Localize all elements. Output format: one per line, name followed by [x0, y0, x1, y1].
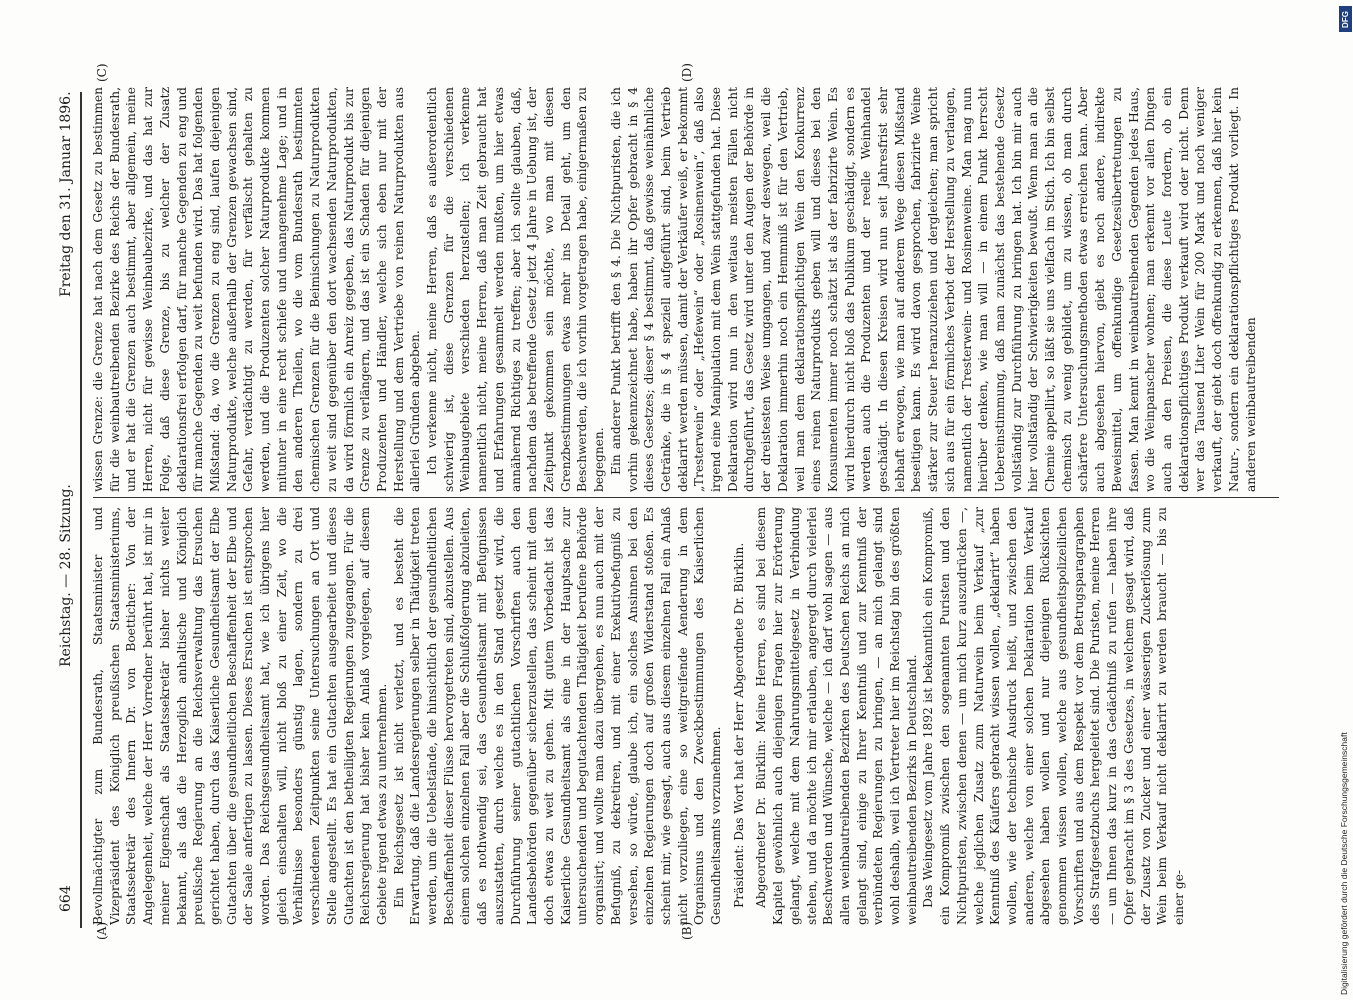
paragraph: Abgeordneter Dr. Bürklin: Meine Herren, es sind bei diesem Kapitel gewöhnlich auch diejenigen Fragen hier zur Erörterung gelangt, welche mit dem Nahrungsmittelgesetz in Verbindung stehen, und da möchte ich mir erlauben, angeregt durch vielerlei Beschwerden und Wünsche, welche — ich darf wohl sagen — aus allen weinbautreibenden Bezirken des Deutschen Reichs an mich gelangt sind, einige zu Ihrer Kenntniß und zur Kenntniß der verbündeten Regierungen zu bringen, — an mich gelangt sind wohl deshalb, weil ich Vertreter hier im Reichstag bin des größten weinbautreibenden Bezirks in Deutschland.	[754, 507, 919, 925]
dfg-logo	[1339, 6, 1352, 32]
header-rule	[80, 92, 82, 928]
paragraph: Ich verkenne nicht, meine Herren, daß es außerordentlich schwierig ist, diese Grenzen für die verschiedenen Weinbaugebiete verschieden herzustellen; ich verkenne namentlich nicht, meine Herren, daß man Zeit gebraucht hat und Erfahrungen gesammelt werden mußten, um hier etwas annähernd Richtiges zu treffen; aber ich sollte glauben, daß, nachdem das betreffende Gesetz jetzt 4 Jahre in Uebung ist, der Zeitpunkt gekommen sein möchte, wo man mit diesen Grenzbestimmungen etwas mehr ins Detail geht, um den Beschwerden, die ich vorhin vorgetragen habe, einigermaßen zu begegnen.	[425, 87, 607, 492]
paragraph: Das Weingesetz vom Jahre 1892 ist bekanntlich ein Kompromiß, ein Kompromiß zwischen den sogenannten Puristen und den Nichtpuristen, zwischen denen — um mich kurz auszudrücken —, welche jeglichen Zusatz zum Naturwein beim Verkauf „zur Kenntniß des Käufers gebracht wissen wollen, „deklarirt“ haben wollen, wie der technische Ausdruck heißt, und zwischen den anderen, welche von einer solchen Deklaration beim Verkauf abgesehen haben wollen und nur diejenigen Rücksichten genommen wissen wollen, welche aus gesundheitspolizeilichen Vorschriften und aus dem Respekt vor dem Betrugsparagraphen des Strafgesetzbuchs hergeleitet sind. Die Puristen, meine Herren — um Ihnen das kurz in das Gedächtniß zu rufen — haben ihre Opfer gebracht im § 3 des Gesetzes, in welchem gesagt wird, daß der Zusatz von Zucker und einer wässerigen Zuckerlösung zum Wein beim Verkauf nicht deklarirt zu werden braucht — bis zu einer ge-	[921, 507, 1186, 925]
paragraph: wissen Grenze: die Grenze hat nach dem Gesetz zu bestimmen für die weinbautreibenden Bezirke des Reichs der Bundesrath, und er hat die Grenzen auch bestimmt, aber allgemein, meine Herren, nicht für gewisse Weinbaubezirke, und das hat zur Folge, daß diese Grenze, bis zu welcher der Zusatz deklarationsfrei erfolgen darf, für manche Gegenden zu eng und für manche Gegenden zu weit befunden wird. Das hat folgenden Mißstand: da, wo die Grenzen zu eng sind, laufen diejenigen Naturprodukte, welche außerhalb der Grenzen gewachsen sind, Gefahr, verdächtigt zu werden, für verfälscht gehalten zu werden, und die Produzenten solcher Naturprodukte kommen mitunter in eine recht schiefe und unangenehme Lage; und in den anderen Theilen, wo die vom Bundesrath bestimmten chemischen Grenzen für die Beimischungen zu Naturprodukten zu weit sind gegenüber den dort wachsenden Naturprodukten, da wird förmlich ein Anreiz gegeben, das Naturprodukt bis zur Grenze zu verlängern, und das ist ein Schaden für diejenigen Produzenten und Händler, welche sich eben nur mit der Herstellung und dem Vertriebe von reinen Naturprodukten aus allerlei Gründen abgeben.	[91, 87, 423, 492]
page-number: 664	[58, 885, 74, 912]
margin-letter-c: (C)	[95, 63, 109, 82]
left-column	[90, 507, 1275, 925]
column-divider	[93, 497, 1279, 498]
digitization-note: Digitalisierung gefördert durch die Deutsche Forschungsgemeinschaft	[1339, 732, 1349, 995]
paragraph: Ein Reichsgesetz ist nicht verletzt, und es besteht die Erwartung, daß die Landesregierungen selber in Thätigkeit treten werden, um die Uebelstände, die hinsichtlich der gesundheitlichen Beschaffenheit dieser Flüsse hervorgetreten sind, abzustellen. Aus einem solchen einzelnen Fall aber die Schlußfolgerung abzuleiten, daß es nothwendig sei, das Gesundheitsamt mit Befugnissen auszustatten, durch welche es in den Stand gesetzt wird, die Durchführung seiner gutachtlichen Vorschriften auch den Landesbehörden gegenüber sicherzustellen, das scheint mit dem doch etwas zu weit zu gehen. Mit gutem Vorbedacht ist das Kaiserliche Gesundheitsamt als eine in der Hauptsache zur untersuchenden und begutachtenden Thätigkeit berufene Behörde organisirt; und wollte man dazu übergehen, es nun auch mit der Befugniß, zu dekretiren, und mit einer Exekutivbefugniß zu versehen, so würde, glaube ich, ein solches Ansinnen bei den einzelnen Regierungen doch auf großen Widerstand stoßen. Es scheint mir, wie gesagt, auch aus diesem einzelnen Fall ein Anlaß nicht vorzuliegen, eine so weitgreifende Aenderung in dem Organismus und den Zweckbestimmungen des Kaiserlichen Gesundheitsamts vorzunehmen.	[391, 507, 724, 925]
margin-letter-a: (A)	[95, 921, 109, 940]
dfg-logo-text: DFG	[1341, 10, 1351, 28]
paragraph: Bevollmächtigter zum Bundesrath, Staatsminister und Vizepräsident des Königlich preußischen Staatsministeriums, Staatssekretär des Innern Dr. von Boetticher: Von der Angelegenheit, welche der Herr Vorredner berührt hat, ist mir in meiner Eigenschaft als Staatssekretär bisher nichts weiter bekannt, als daß die Herzoglich anhaltische und Königlich preußische Regierung an die Reichsverwaltung das Ersuchen gerichtet haben, durch das Kaiserliche Gesundheitsamt der Elbe Gutachten über die gesundheitlichen Beschaffenheit der Elbe und der Saale anfertigen zu lassen. Dieses Ersuchen ist entsprochen worden. Das Reichsgesundheitsamt hat, wie ich übrigens hier gleich einschalten will, nicht bloß zu einer Zeit, wo die Verhältnisse besonders günstig lagen, sondern zu drei verschiedenen Zeitpunkten seine Untersuchungen an Ort und Stelle angestellt. Es hat ein Gutachten ausgearbeitet und dieses Gutachten ist den betheiligten Regierungen zugegangen. Für die Reichsregierung hat bisher kein Anlaß vorgelegen, auf diesem Gebiete irgend etwas zu unternehmen.	[91, 507, 389, 925]
right-column	[90, 87, 1275, 492]
running-header	[58, 72, 78, 912]
margin-letter-b: (B)	[680, 921, 694, 940]
paragraph: Ein anderer Punkt betrifft den § 4. Die Nichtpuristen, die ich vorhin gekennzeichnet habe, haben ihr Opfer gebracht in § 4 dieses Gesetzes; dieser § 4 bestimmt, daß gewisse weinähnliche Getränke, die in § 4 speziell aufgeführt sind, beim Vertrieb deklarirt werden müssen, damit der Verkäufer weiß, er bekommt „Tresterwein“ oder „Hefewein“ oder „Rosinenwein“, daß also irgend eine Manipulation mit dem Wein stattgefunden hat. Diese Deklaration wird nun in den weitaus meisten Fällen nicht durchgeführt, das Gesetz wird unter den Augen der Behörde in der dreistesten Weise umgangen, und zwar deswegen, weil die Deklaration immerhin noch ein Hemmniß ist für den Vertrieb, weil man dem deklarationspflichtigen Wein den Konkurrenz eines reinen Naturprodukts geben will und dieses bei den Konsumenten immer noch schätzt ist als der fabrizirte Wein. Es wird hierdurch nicht bloß das Publikum geschädigt, sondern es werden auch die Produzenten und der reelle Weinhandel geschädigt. In diesen Kreisen wird nun seit Jahresfrist sehr lebhaft erwogen, wie man auf anderem Wege diesen Mißstand beseitigen kann. Es wird davon gesprochen, fabrizirte Weine stärker zur Steuer heranzuziehen und dergleichen; man spricht sich aus für ein förmliches Verbot der Herstellung zu verlangen, namentlich der Tresterwein- und Rosinenweine. Man mag nun hierüber denken, wie man will — in einem Punkt herrscht Uebereinstimmung, daß man zunächst das bestehende Gesetz vollständig zur Durchführung zu bringen hat. Ich bin mir auch hier vollständig der Schwierigkeiten bewußt. Wenn man an die Chemie appellirt, so läßt sie uns vielfach im Stich. Ich bin selbst chemisch zu wenig gebildet, um zu wissen, ob man durch schärfere Untersuchungsmethoden etwas erreichen kann. Aber auch abgesehen hiervon, giebt es noch andere, indirekte Beweismittel, um offenkundige Gesetzesübertretungen zu fassen. Man kennt in weinbautreibenden Gegenden jedes Haus, wo die Weinpanscher wohnen; man erkennt vor allen Dingen auch an den Preisen, die diese Leute fordern, ob ein deklarationspflichtiges Produkt verkauft wird oder nicht. Denn wer das Tausend Liter Wein für 200 Mark und noch weniger verkauft, der giebt doch offenkundig zu erkennen, daß hier kein Natur-, sondern ein deklarationspflichtiges Produkt vorliegt. In anderen weinbautreibenden	[608, 87, 1258, 492]
paragraph: Präsident: Das Wort hat der Herr Abgeordnete Dr. Bürklin.	[731, 542, 746, 908]
header-right-title: Freitag den 31. Januar 1896.	[58, 91, 74, 297]
header-left-title: Reichstag. — 28. Sitzung.	[58, 484, 74, 667]
margin-letter-d: (D)	[680, 63, 694, 82]
